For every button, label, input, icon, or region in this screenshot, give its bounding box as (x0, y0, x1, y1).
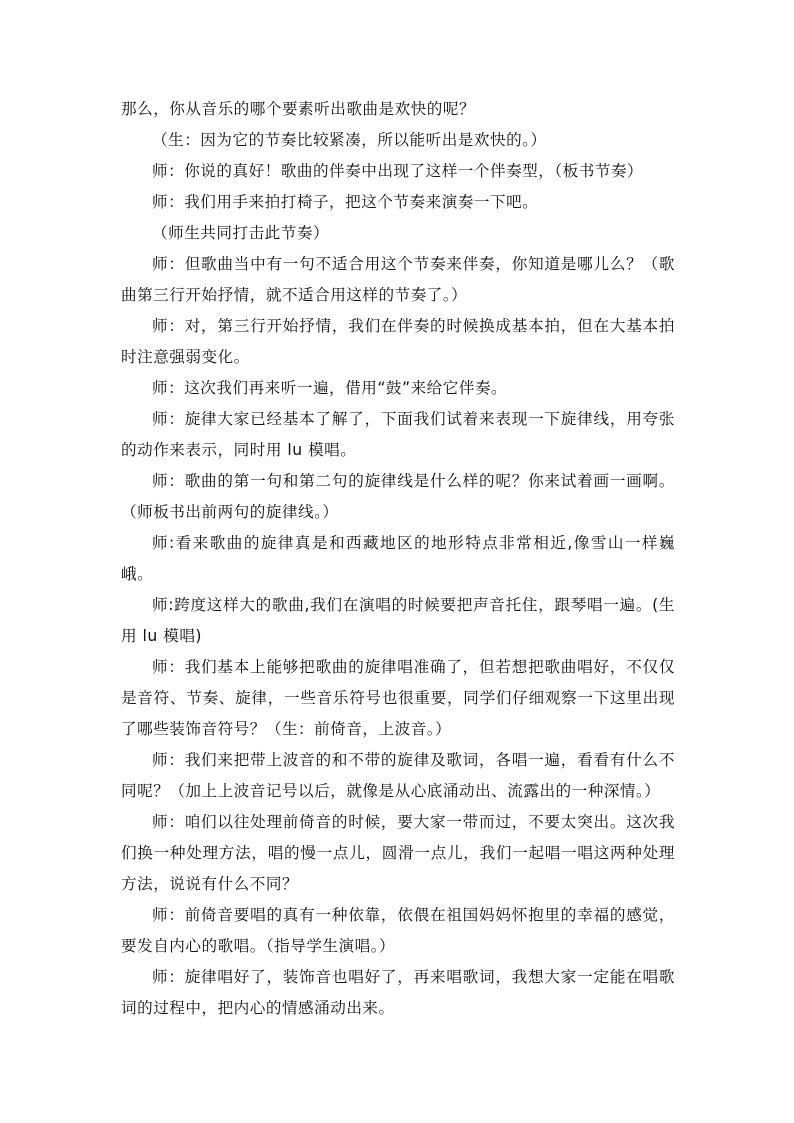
paragraph: 那么，你从音乐的哪个要素听出歌曲是欢快的呢？ (121, 100, 476, 118)
paragraph: 师：旋律大家已经基本了解了，下面我们试着来表现一下旋律线，用夸张的动作来表示，同时用 lu 模唱。 (121, 410, 675, 459)
paragraph: 师：咱们以往处理前倚音的时候，要大家一带而过，不要太突出。这次我们换一种处理方法，唱的慢一点儿，圆滑一点儿，我们一起唱一唱这两种处理方法，说说有什么不同？ (121, 813, 675, 893)
paragraph: 师：我们用手来拍打椅子，把这个节奏来演奏一下吧。 (152, 193, 539, 211)
paragraph: 师：歌曲的第一句和第二句的旋律线是什么样的呢？你来试着画一画啊。（师板书出前两句的旋律线。） (121, 472, 675, 521)
paragraph: 师：我们来把带上波音的和不带的旋律及歌词，各唱一遍，看看有什么不同呢？（加上上波音记号以后，就像是从心底涌动出、流露出的一种深情。） (121, 751, 675, 800)
paragraph: 师:看来歌曲的旋律真是和西藏地区的地形特点非常相近,像雪山一样巍峨。 (121, 534, 675, 583)
document-body (121, 94, 675, 1024)
paragraph: 师:跨度这样大的歌曲,我们在演唱的时候要把声音托住，跟琴唱一遍。(生用 lu 模唱) (121, 596, 675, 645)
paragraph: 师：前倚音要唱的真有一种依靠，依偎在祖国妈妈怀抱里的幸福的感觉，要发自内心的歌唱。（指导学生演唱。） (121, 906, 675, 955)
paragraph: 师：对，第三行开始抒情，我们在伴奏的时候换成基本拍，但在大基本拍时注意强弱变化。 (121, 317, 675, 366)
paragraph: （师生共同打击此节奏） (152, 224, 330, 242)
paragraph: 师：我们基本上能够把歌曲的旋律唱准确了，但若想把歌曲唱好，不仅仅是音符、节奏、旋律，一些音乐符号也很重要，同学们仔细观察一下这里出现了哪些装饰音符号？（生：前倚音，上波音。） (121, 658, 675, 738)
paragraph: 师：这次我们再来听一遍，借用“鼓”来给它伴奏。 (152, 379, 508, 397)
paragraph: 师：旋律唱好了，装饰音也唱好了，再来唱歌词，我想大家一定能在唱歌词的过程中，把内心的情感涌动出来。 (121, 968, 675, 1017)
paragraph: 师：但歌曲当中有一句不适合用这个节奏来伴奏，你知道是哪儿么？（歌曲第三行开始抒情，就不适合用这样的节奏了。） (121, 255, 675, 304)
paragraph: 师：你说的真好！歌曲的伴奏中出现了这样一个伴奏型，（板书节奏） (152, 162, 644, 180)
paragraph: （生：因为它的节奏比较紧凑，所以能听出是欢快的。） (152, 131, 547, 149)
